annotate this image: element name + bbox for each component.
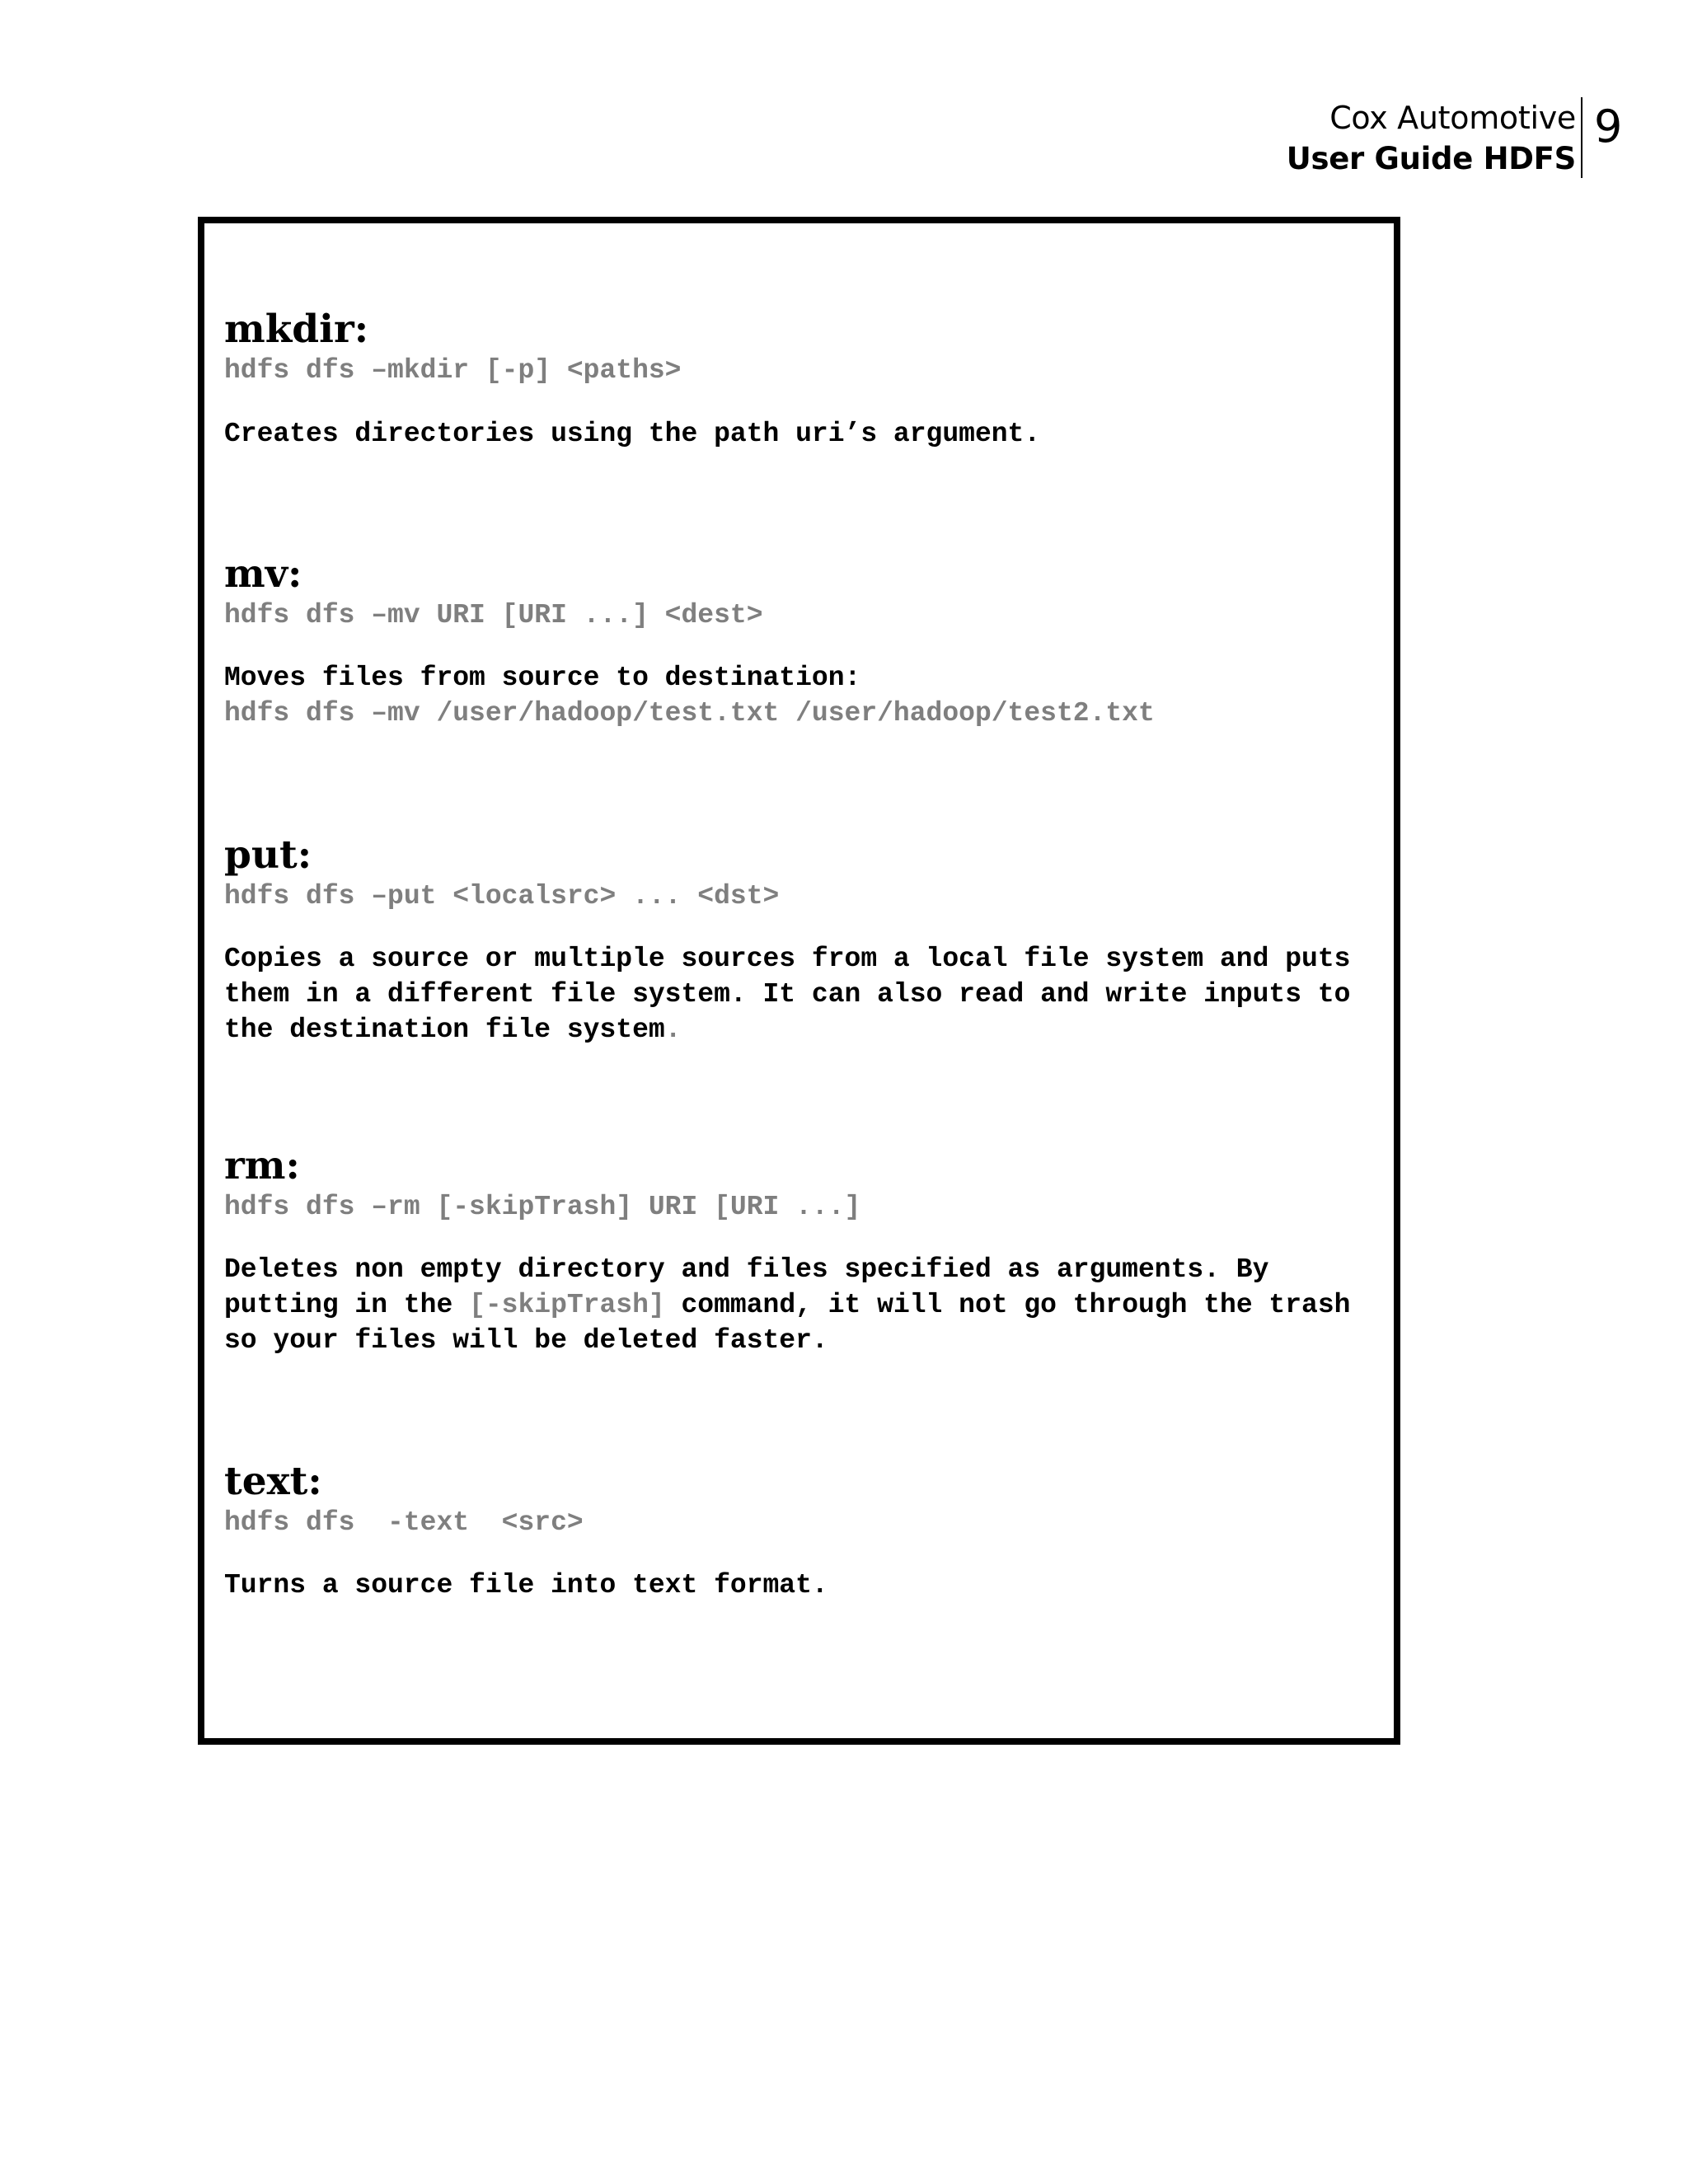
- mv-syntax: hdfs dfs –mv URI [URI ...] <dest>: [224, 600, 763, 630]
- rm-heading: rm:: [224, 1143, 300, 1188]
- put-description-line-3-text: the destination file system: [224, 1015, 665, 1045]
- mkdir-description: Creates directories using the path uri’s argument.: [224, 419, 1041, 449]
- rm-description-line-3: so your files will be deleted faster.: [224, 1325, 828, 1356]
- mv-description: Moves files from source to destination:: [224, 663, 861, 693]
- header-divider: [1581, 97, 1582, 178]
- text-syntax: hdfs dfs -text <src>: [224, 1507, 584, 1538]
- rm-description-line-2-start: putting in the: [224, 1290, 470, 1320]
- section-put: [224, 832, 1378, 1047]
- mv-example: hdfs dfs –mv /user/hadoop/test.txt /user/hadoop/test2.txt: [224, 698, 1155, 729]
- rm-description-line-1: Deletes non empty directory and files specified as arguments. By: [224, 1254, 1269, 1285]
- text-heading: text:: [224, 1459, 322, 1504]
- put-syntax: hdfs dfs –put <localsrc> ... <dst>: [224, 881, 780, 912]
- section-rm: [224, 1143, 1378, 1358]
- header-text: [1287, 97, 1576, 180]
- mv-heading: mv:: [224, 551, 302, 597]
- page-number: 9: [1594, 101, 1623, 152]
- put-description-line-1: Copies a source or multiple sources from a local file system and puts: [224, 944, 1351, 974]
- guide-title: User Guide HDFS: [1286, 141, 1576, 176]
- put-description-line-3-period: .: [664, 1015, 682, 1045]
- rm-description-line-2: [224, 1287, 1378, 1323]
- put-description-line-2: them in a different file system. It can also read and write inputs to: [224, 979, 1351, 1010]
- mkdir-syntax: hdfs dfs –mkdir [-p] <paths>: [224, 355, 682, 386]
- rm-syntax: hdfs dfs –rm [-skipTrash] URI [URI ...]: [224, 1192, 861, 1222]
- rm-description-line-2-end: command, it will not go through the trash: [664, 1290, 1351, 1320]
- rm-skiptrash-option: [-skipTrash]: [469, 1290, 665, 1320]
- put-description-line-3: [224, 1012, 1378, 1047]
- section-text: [224, 1459, 1378, 1603]
- mkdir-heading: mkdir:: [224, 307, 369, 352]
- page-header: [0, 97, 1688, 180]
- section-mv: [224, 551, 1378, 731]
- put-heading: put:: [224, 832, 312, 878]
- section-mkdir: [224, 307, 1378, 452]
- text-description: Turns a source file into text format.: [224, 1570, 828, 1601]
- company-name: Cox Automotive: [1329, 100, 1576, 136]
